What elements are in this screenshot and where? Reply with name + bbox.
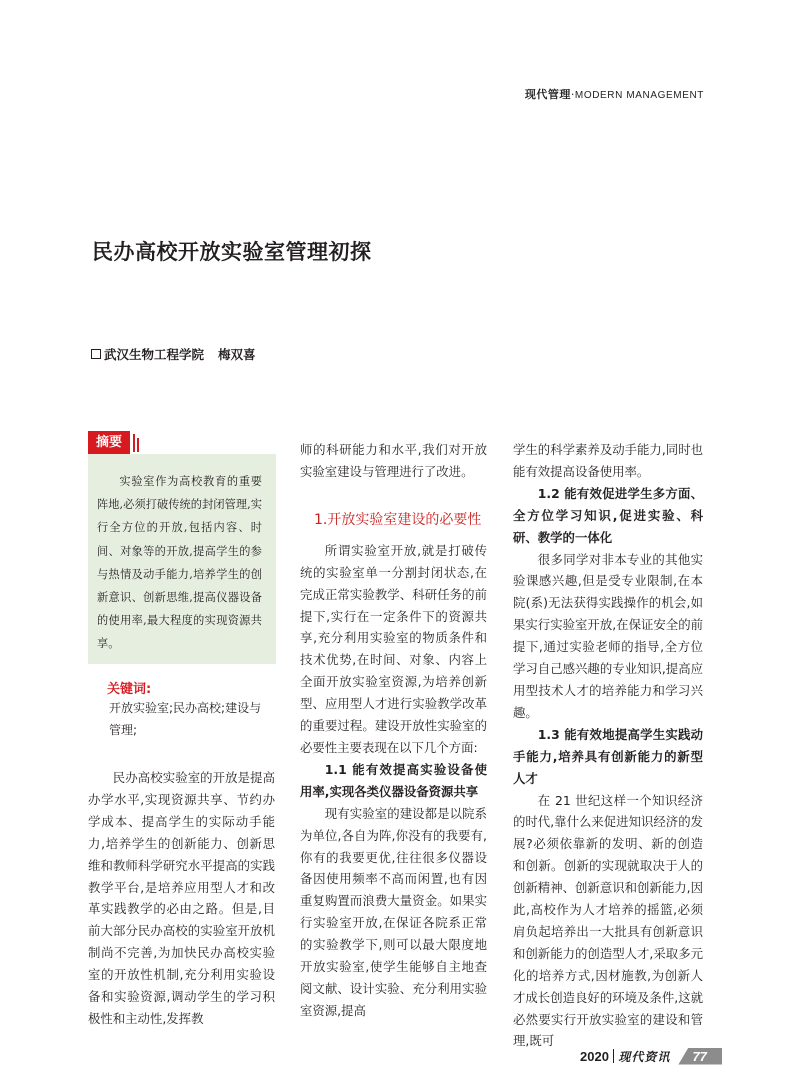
article-title: 民办高校开放实验室管理初探 [92,240,372,264]
running-header [525,86,704,102]
footer-magazine-name: 现代资讯 [618,1049,671,1064]
col2-paragraph-2: 现有实验室的建设都是以院系为单位,各自为阵,你没有的我要有,你有的我要更优,往往很多仪器设备因使用频率不高而闲置,也有因重复购置而浪费大量资金。如果实行实验室开放,在保证各院系正常的实验教学下,则可以最大限度地开放实验室,使学生能够自主地查阅文献、设计实验、充分利用实验室资源,提高 [300,805,487,1018]
abstract-label-mark [133,434,135,452]
column-2 [300,439,487,1022]
section-heading-1: 1.开放实验室建设的必要性 [314,511,482,528]
square-bullet-icon [91,349,101,359]
footer-year: 2020 [580,1048,609,1064]
col3-paragraph-2: 在 21 世纪这样一个知识经济的时代,靠什么来促进知识经济的发展?必须依靠新的发明、新的创造和创新。创新的实现就取决于人的创新精神、创新意识和创新能力,因此,高校作为人才培养的摇篮,必须肩负起培养出一大批具有创新意识和创新能力的创造型人才,采取多元化的培养方式,因材施教,为创新人才成长创造良好的环境及条件,这就必然要实行开放实验室的建设和管理,既可 [513,792,703,1049]
col1-paragraph-1: 民办高校实验室的开放是提高办学水平,实现资源共享、节约办学成本、提高学生的实际动手能力,培养学生的创新能力、创新思维和教师科学研究水平提高的实践教学平台,是培养应用型人才和改革实践教学的必由之路。但是,目前大部分民办高校的实验室开放机制尚不完善,为加快民办高校实验室的开放性机制,充分利用实验设备和实验资源,调动学生的学习积极性和主动性,发挥教 [88,770,275,1026]
keywords-label: 关键词: [107,682,152,697]
author-name: 梅双喜 [218,347,256,362]
abstract-text: 实验室作为高校教育的重要阵地,必须打破传统的封闭管理,实行全方位的开放,包括内容、时间、对象等的开放,提高学生的参与热情及动手能力,培养学生的创新意识、创新思维,提高仪器设备的使用率,最大程度的实现资源共享。 [97,475,262,651]
keywords-text: 开放实验室;民办高校;建设与管理; [109,701,262,737]
abstract-label: 摘要 [88,431,130,454]
col2-paragraph-1: 所谓实验室开放,就是打破传统的实验室单一分割封闭状态,在完成正常实验教学、科研任务的前提下,实行在一定条件下的资源共享,充分利用实验室的物质条件和技术优势,在时间、对象、内容上全面开放实验室资源,为培养创新型、应用型人才进行实验教学改革的重要过程。建设开放性实验室的必要性主要表现在以下几个方面: [300,542,487,755]
col3-paragraph-1: 很多同学对非本专业的其他实验课感兴趣,但是受专业限制,在本院(系)无法获得实践操作的机会,如果实行实验室开放,在保证安全的前提下,通过实验老师的指导,全方位学习自己感兴趣的专业知识,提高应用型技术人才的培养能力和学习兴趣。 [513,551,703,720]
subsection-heading-1-1: 1.1 能有效提高实验设备使用率,实现各类仪器设备资源共享 [300,761,487,799]
subsection-heading-1-2: 1.2 能有效促进学生多方面、全方位学习知识,促进实验、科研、教学的一体化 [513,485,703,545]
column-3 [513,439,703,1052]
author-affiliation: 武汉生物工程学院 [104,347,205,362]
abstract-label-mark-2 [137,438,139,452]
page-number: 77 [692,1048,707,1064]
page-number-tab [678,1048,722,1065]
author-line [91,345,256,363]
header-separator: · [570,88,575,101]
footer-divider [613,1049,615,1063]
header-section-en: MODERN MANAGEMENT [574,90,704,101]
page-footer [580,1046,722,1066]
column-1 [88,767,275,1030]
subsection-heading-1-3: 1.3 能有效地提高学生实践动手能力,培养具有创新能力的新型人才 [513,726,703,786]
col3-paragraph-continued: 学生的科学素养及动手能力,同时也能有效提高设备使用率。 [513,442,703,479]
header-section-cn: 现代管理 [524,88,571,101]
col2-paragraph-continued: 师的科研能力和水平,我们对开放实验室建设与管理进行了改进。 [300,442,487,479]
